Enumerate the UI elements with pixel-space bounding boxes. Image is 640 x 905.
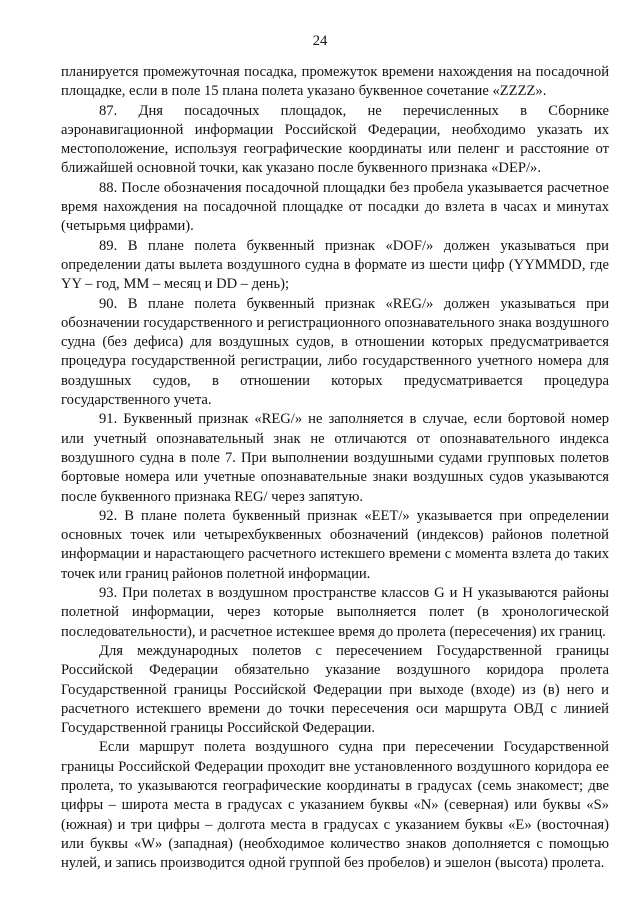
paragraph-international-flights: Для международных полетов с пересечением Государственной границы Российской Федерации обязательно указание воздушного коридора пролета Государственной границы Российской Федерации при выходе (входе) из (в) него и расчетного истекшего времени до точки пересечения оси маршрута ОВД с линией Государственной границы Российской Федерации. [61, 642, 609, 737]
paragraph-89: 89. В плане полета буквенный признак «DOF/» должен указываться при определении даты вылета воздушного судна в формате из шести цифр (YYMMDD, где YY – год, MM – месяц и DD – день); [61, 237, 609, 293]
paragraph-88: 88. После обозначения посадочной площадки без пробела указывается расчетное время нахождения на посадочной площадке от посадки до взлета в часах и минутах (четырьмя цифрами). [61, 179, 609, 235]
paragraph-93: 93. При полетах в воздушном пространстве классов G и H указываются районы полетной информации, через которые выполняется полет (в хронологической последовательности), и расчетное истекшее время до пролета (пересечения) их границ. [61, 585, 609, 640]
page-number: 24 [312, 33, 328, 49]
paragraph-continuation: планируется промежуточная посадка, промежуток времени нахождения на посадочной площадке, если в поле 15 плана полета указано буквенное сочетание «ZZZZ». [61, 64, 609, 100]
paragraph-87: 87. Дня посадочных площадок, не перечисленных в Сборнике аэронавигационной информации Российской Федерации, необходимо указать их местоположение, используя географические координаты или пеленг и расстояние от ближайшей основной точки, как указано после буквенного признака «DEP/». [61, 102, 609, 177]
paragraph-91: 91. Буквенный признак «REG/» не заполняется в случае, если бортовой номер или учетный опознавательный знак не отличаются от опознавательного индекса воздушного судна в поле 7. При выполнении воздушными судами групповых полетов бортовые номера или учетные опознавательные знаки воздушных судов указываются после буквенного признака REG/ через запятую. [61, 411, 609, 505]
paragraph-90: 90. В плане полета буквенный признак «REG/» должен указываться при обозначении государственного и регистрационного опознавательного знака воздушного судна (без дефиса) для воздушных судов, в отношении которых предусматривается процедура государственной регистрации, либо государственного учетного номера для воздушных судов, в отношении которых предусматривается процедура государственного учета. [61, 295, 609, 409]
paragraph-92: 92. В плане полета буквенный признак «EET/» указывается при определении основных точек или четырехбуквенных обозначений (индексов) районов полетной информации и нарастающего расчетного истекшего времени с момента взлета до таких точек или границ районов полетной информации. [61, 507, 609, 582]
paragraph-route-outside-corridor: Если маршрут полета воздушного судна при пересечении Государственной границы Российской Федерации проходит вне установленного воздушного коридора ее пролета, то указываются географические координаты в градусах (семь знакомест; две цифры – широта места в градусах с указанием буквы «N» (северная) или буквы «S» (южная) и три цифры – долгота места в градусах с указанием буквы «E» (восточная) или буквы «W» (западная) (необходимое количество знаков дополняется с помощью нулей, и запись производится одной группой без пробелов) и эшелон (высота) пролета. [61, 739, 609, 872]
document-body [61, 63, 609, 873]
